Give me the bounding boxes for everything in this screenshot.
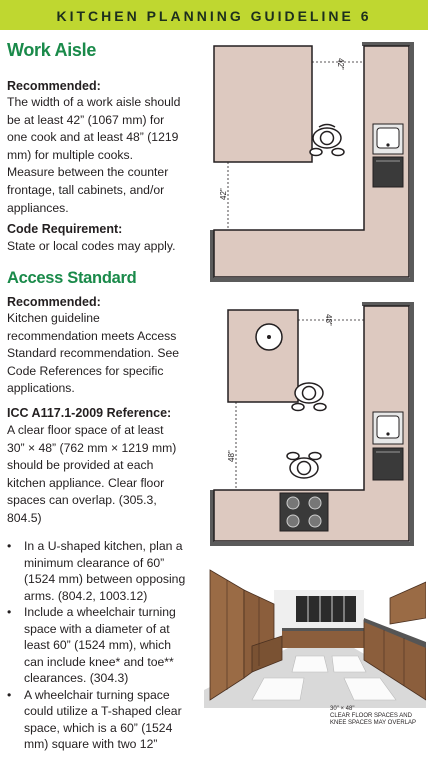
icc-reference-label: ICC A117.1-2009 Reference:: [7, 406, 172, 420]
text-line: space, which is a 60” (1524: [24, 720, 173, 735]
text-line: one cook and at least 48” (1219: [7, 130, 179, 145]
banner-title: KITCHEN PLANNING GUIDELINE 6: [56, 8, 372, 24]
work-aisle-heading: Work Aisle: [7, 40, 97, 60]
access-standard-plan-diagram: [198, 300, 426, 550]
text-line: recommendation meets Access: [7, 328, 177, 343]
text-line: (1524 mm) between opposing: [24, 572, 186, 586]
window: [296, 596, 356, 622]
work-aisle-plan-diagram: [198, 40, 426, 286]
island-counter: [214, 46, 312, 162]
icc-reference-text: [7, 422, 176, 528]
kitchen-perspective-illustration: [204, 560, 426, 708]
person-icon: [310, 125, 344, 156]
text-line: clearances. (304.3): [24, 671, 129, 685]
bullet-list: [6, 538, 185, 753]
text-line: frontage, tall cabinets, and/or: [7, 182, 165, 197]
text-line: applications.: [7, 381, 75, 396]
access-recommended-text: [7, 310, 179, 398]
access-standard-heading: Access Standard: [7, 269, 137, 287]
text-line: Standard recommendation. See: [7, 346, 180, 361]
text-line: A wheelchair turning space: [24, 687, 170, 702]
caption-line: CLEAR FLOOR SPACES AND: [330, 713, 412, 719]
text-line: 804.5): [7, 510, 42, 525]
guideline-banner: [0, 0, 428, 30]
dishwasher-icon: [373, 448, 403, 480]
text-line: can include knee* and toe**: [24, 654, 174, 669]
dimension-label: 42": [336, 58, 345, 70]
person-icon: [287, 453, 321, 479]
text-line: could utilize a T-shaped clear: [24, 704, 182, 718]
dimension-label: 48": [324, 314, 333, 326]
text-line: State or local codes may apply.: [7, 239, 176, 253]
text-line: In a U-shaped kitchen, plan a: [24, 539, 183, 553]
caption-line: 30" × 48": [330, 706, 355, 712]
text-line: mm) for multiple cooks.: [7, 147, 133, 162]
text-line: mm) square with two 12”: [24, 737, 158, 751]
text-line: Code References for specific: [7, 363, 164, 378]
text-line: Include a wheelchair turning: [24, 605, 176, 619]
bullet-dot: •: [7, 605, 12, 619]
bullet-dot: •: [7, 539, 12, 553]
text-line: spaces can overlap. (305.3,: [7, 493, 157, 508]
caption-line: KNEE SPACES MAY OVERLAP: [330, 720, 417, 726]
text-line: appliances.: [7, 200, 69, 215]
text-line: least 60” (1524 mm), which: [24, 638, 171, 652]
text-line: minimum clearance of 60”: [24, 555, 165, 570]
text-line: The width of a work aisle should: [7, 95, 181, 109]
work-aisle-recommended-text: [7, 94, 180, 217]
person-icon: [292, 383, 326, 411]
text-line: A clear floor space of at least: [7, 423, 164, 437]
bullet-dot: •: [7, 687, 12, 702]
right-cabinets: [390, 582, 426, 624]
code-requirement-text: [7, 238, 175, 256]
island-counter: [228, 310, 298, 402]
sink-icon: [373, 412, 403, 444]
round-sink-icon: [256, 324, 282, 350]
code-requirement-label: Code Requirement:: [7, 222, 123, 236]
bullet-item: [6, 538, 185, 604]
dimension-label: 48": [227, 450, 236, 462]
bullet-item: [6, 604, 185, 687]
access-recommended-label: Recommended:: [7, 295, 101, 309]
dimension-label: 42": [219, 188, 228, 200]
cooktop-icon: [280, 493, 328, 531]
text-line: 30” × 48” (762 mm × 1219 mm): [7, 440, 177, 455]
text-line: space with a diameter of at: [24, 621, 170, 636]
sink-icon: [373, 124, 403, 154]
work-aisle-recommended-label: Recommended:: [7, 79, 101, 93]
text-line: arms. (804.2, 1003.12): [24, 588, 148, 603]
text-line: kitchen appliance. Clear floor: [7, 475, 165, 490]
bullet-item: [6, 687, 185, 753]
text-line: Measure between the counter: [7, 165, 169, 180]
back-counter: [282, 630, 368, 648]
text-line: should be provided at each: [7, 458, 154, 473]
text-line: Kitchen guideline: [7, 311, 100, 325]
text-line: be at least 42” (1067 mm) for: [7, 112, 165, 127]
illustration-caption: [330, 706, 416, 727]
